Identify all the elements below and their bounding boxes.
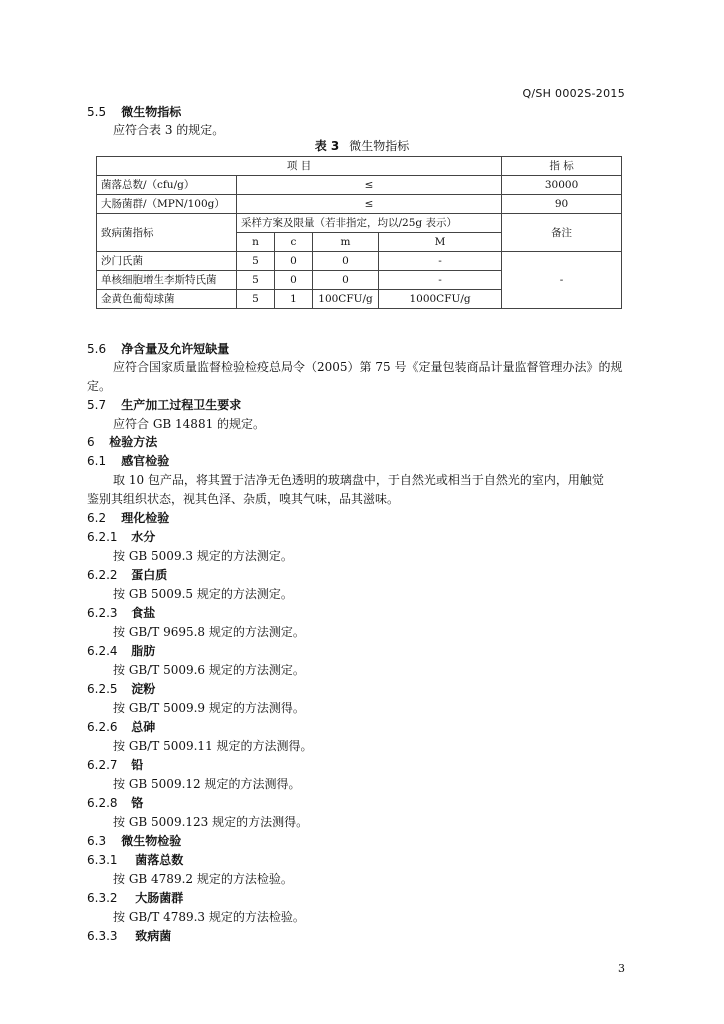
section-title: 蛋白质 [131, 568, 168, 582]
section-6-3-2-text: 按 GB/T 4789.3 规定的方法检验。 [113, 910, 305, 924]
section-number: 6.2.8 [87, 796, 118, 810]
section-title: 菌落总数 [135, 853, 184, 867]
subheader-c: c [275, 233, 313, 252]
section-number: 6.2.7 [87, 758, 118, 772]
section-6-2-2-text: 按 GB 5009.5 规定的方法测定。 [113, 587, 293, 601]
remark-header: 备注 [502, 214, 622, 252]
table-header-row [97, 157, 622, 176]
section-6-3-heading [87, 832, 181, 849]
section-6-2-7-text: 按 GB 5009.12 规定的方法测得。 [113, 777, 301, 791]
section-number: 6.3.1 [87, 853, 118, 867]
section-title: 铬 [131, 796, 144, 810]
section-number: 6.2.1 [87, 530, 118, 544]
pathogen-label: 致病菌指标 [97, 214, 237, 252]
section-number: 6.3.3 [87, 929, 118, 943]
section-6-1-text-cont: 鉴别其组织状态，视其色泽、杂质，嗅其气味，品其滋味。 [87, 492, 400, 506]
section-6-1-heading [87, 452, 169, 469]
section-6-2-1-text: 按 GB 5009.3 规定的方法测定。 [113, 549, 293, 563]
pathogen-name: 金黄色葡萄球菌 [97, 290, 237, 309]
section-6-2-4-text: 按 GB/T 5009.6 规定的方法测定。 [113, 663, 305, 677]
cell-m: 0 [313, 271, 379, 290]
section-number: 6.2.3 [87, 606, 118, 620]
section-title: 铅 [131, 758, 144, 772]
row-value: 90 [502, 195, 622, 214]
cell-c: 0 [275, 252, 313, 271]
section-title: 食盐 [131, 606, 156, 620]
section-title: 淀粉 [131, 682, 156, 696]
section-title: 致病菌 [135, 929, 172, 943]
section-6-2-3-heading [87, 604, 155, 621]
header-item: 项 目 [97, 157, 502, 176]
section-6-2-1-heading [87, 528, 155, 545]
section-6-2-7-heading [87, 756, 143, 773]
table-caption [0, 137, 724, 154]
section-number: 6.3 [87, 834, 107, 848]
section-title: 检验方法 [109, 435, 158, 449]
section-number: 6.2.6 [87, 720, 118, 734]
section-6-3-2-heading [87, 889, 183, 906]
pathogen-name: 沙门氏菌 [97, 252, 237, 271]
section-title: 脂肪 [131, 644, 156, 658]
section-6-2-heading [87, 509, 169, 526]
table-row [97, 195, 622, 214]
cell-M: - [379, 271, 502, 290]
cell-c: 1 [275, 290, 313, 309]
row-value: 30000 [502, 176, 622, 195]
cell-M: - [379, 252, 502, 271]
table-row [97, 252, 622, 271]
row-label: 大肠菌群/（MPN/100g） [97, 195, 237, 214]
cell-n: 5 [237, 252, 275, 271]
section-6-2-5-heading [87, 680, 155, 697]
section-6-2-6-text: 按 GB/T 5009.11 规定的方法测得。 [113, 739, 313, 753]
subheader-n: n [237, 233, 275, 252]
section-number: 6.2 [87, 511, 107, 525]
cell-m: 100CFU/g [313, 290, 379, 309]
section-title: 总砷 [131, 720, 156, 734]
remark-value: - [502, 252, 622, 309]
table-row [97, 176, 622, 195]
section-number: 6.1 [87, 454, 107, 468]
sampling-header: 采样方案及限量（若非指定，均以/25g 表示） [237, 214, 502, 233]
section-6-2-2-heading [87, 566, 167, 583]
section-5-6-text: 应符合国家质量监督检验检疫总局令（2005）第 75 号《定量包装商品计量监督管理办法》的规 [113, 360, 623, 374]
table-caption-title: 微生物指标 [349, 139, 410, 153]
section-6-2-6-heading [87, 718, 155, 735]
row-label: 菌落总数/（cfu/g） [97, 176, 237, 195]
subheader-M: M [379, 233, 502, 252]
section-title: 感官检验 [121, 454, 170, 468]
cell-m: 0 [313, 252, 379, 271]
section-title: 净含量及允许短缺量 [121, 342, 230, 356]
section-number: 5.6 [87, 342, 107, 356]
section-5-5-text: 应符合表 3 的规定。 [113, 123, 225, 137]
page-number: 3 [618, 962, 625, 975]
cell-c: 0 [275, 271, 313, 290]
cell-n: 5 [237, 290, 275, 309]
section-6-heading [87, 433, 157, 450]
cell-n: 5 [237, 271, 275, 290]
section-5-7-heading [87, 396, 241, 413]
section-title: 微生物检验 [121, 834, 182, 848]
section-6-1-text: 取 10 包产品，将其置于洁净无色透明的玻璃盘中，于自然光或相当于自然光的室内，用触觉 [113, 473, 604, 487]
section-number: 6.2.4 [87, 644, 118, 658]
section-number: 6.2.2 [87, 568, 118, 582]
standard-code: Q/SH 0002S-2015 [522, 87, 625, 100]
row-condition: ≤ [237, 176, 502, 195]
section-title: 生产加工过程卫生要求 [121, 398, 242, 412]
section-number: 6 [87, 435, 95, 449]
section-title: 大肠菌群 [135, 891, 184, 905]
section-6-2-5-text: 按 GB/T 5009.9 规定的方法测得。 [113, 701, 305, 715]
section-6-2-8-text: 按 GB 5009.123 规定的方法测得。 [113, 815, 309, 829]
section-number: 5.5 [87, 105, 107, 119]
table-caption-label: 表 3 [314, 139, 340, 153]
subheader-m: m [313, 233, 379, 252]
section-number: 6.2.5 [87, 682, 118, 696]
section-5-5-heading [87, 103, 181, 120]
section-6-2-3-text: 按 GB/T 9695.8 规定的方法测定。 [113, 625, 305, 639]
section-title: 理化检验 [121, 511, 170, 525]
section-5-6-text-cont: 定。 [87, 379, 112, 393]
section-6-3-3-heading [87, 927, 171, 944]
section-6-2-8-heading [87, 794, 143, 811]
table-row [97, 214, 622, 233]
row-condition: ≤ [237, 195, 502, 214]
section-title: 水分 [131, 530, 156, 544]
section-number: 6.3.2 [87, 891, 118, 905]
section-6-2-4-heading [87, 642, 155, 659]
section-5-7-text: 应符合 GB 14881 的规定。 [113, 417, 266, 431]
pathogen-name: 单核细胞增生李斯特氏菌 [97, 271, 237, 290]
section-6-3-1-heading [87, 851, 183, 868]
cell-M: 1000CFU/g [379, 290, 502, 309]
microbiology-table [96, 156, 622, 309]
section-6-3-1-text: 按 GB 4789.2 规定的方法检验。 [113, 872, 293, 886]
header-index: 指 标 [502, 157, 622, 176]
section-number: 5.7 [87, 398, 107, 412]
section-title: 微生物指标 [121, 105, 182, 119]
section-5-6-heading [87, 340, 229, 357]
